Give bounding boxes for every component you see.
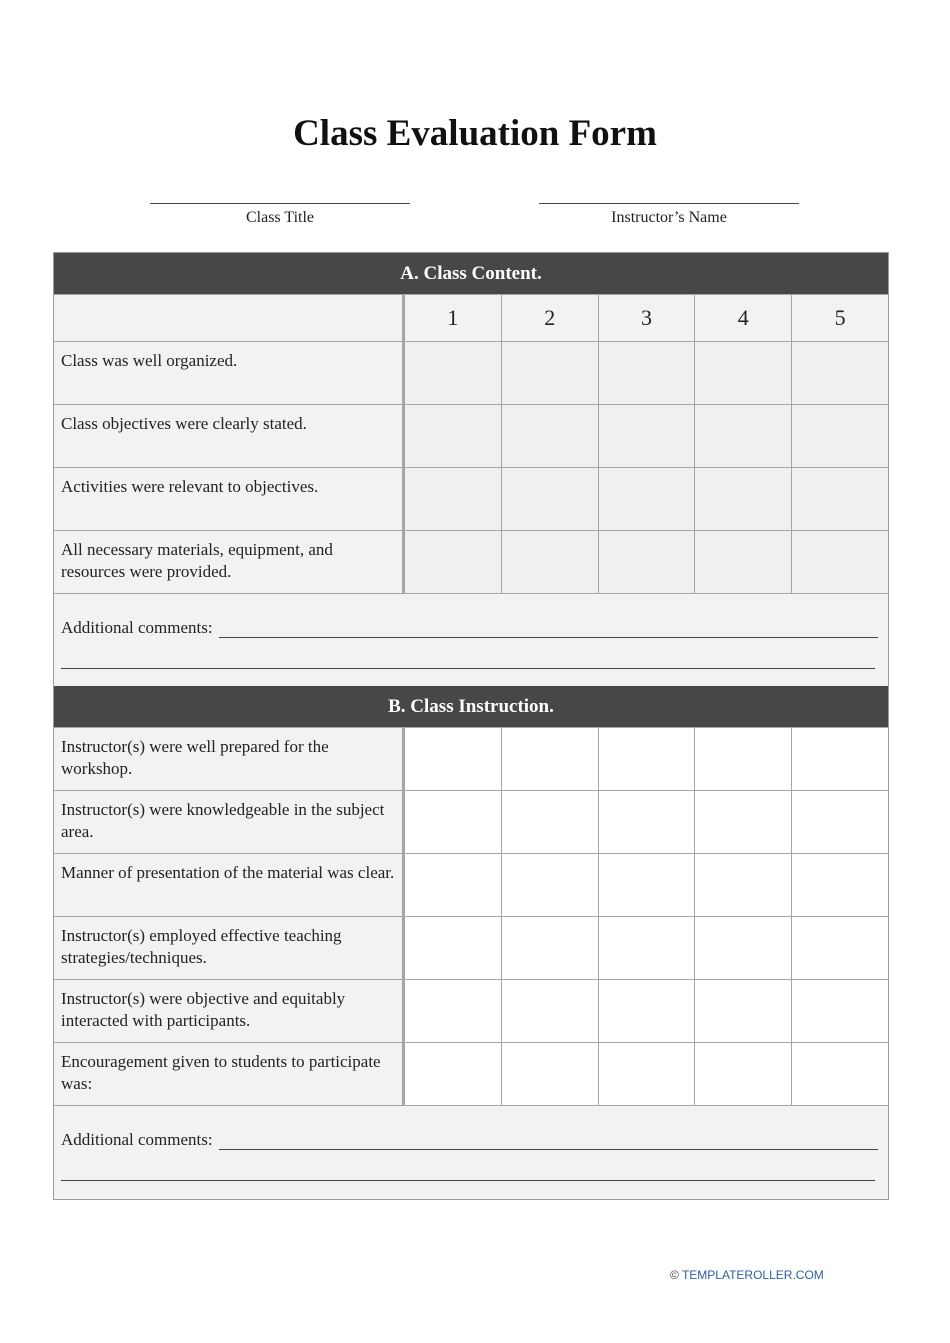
rating-1-cell[interactable] xyxy=(404,980,501,1042)
rating-1-cell[interactable] xyxy=(404,531,501,593)
rating-4-cell[interactable] xyxy=(694,1043,791,1105)
rating-5-cell[interactable] xyxy=(791,854,888,916)
section-a-comments-label: Additional comments: xyxy=(61,618,213,637)
question-label: Activities were relevant to objectives. xyxy=(54,468,404,530)
rating-5-header: 5 xyxy=(791,295,888,341)
instructor-name-label: Instructor’s Name xyxy=(611,209,727,226)
rating-2-cell[interactable] xyxy=(501,468,598,530)
rating-1-cell[interactable] xyxy=(404,405,501,467)
rating-2-cell[interactable] xyxy=(501,917,598,979)
instructor-name-field[interactable] xyxy=(539,180,799,227)
rating-3-cell[interactable] xyxy=(598,1043,695,1105)
section-b-comments-label: Additional comments: xyxy=(61,1130,213,1149)
rating-5-cell[interactable] xyxy=(791,728,888,790)
rating-2-header: 2 xyxy=(501,295,598,341)
question-row xyxy=(54,727,888,790)
rating-3-cell[interactable] xyxy=(598,342,695,404)
rating-4-cell[interactable] xyxy=(694,531,791,593)
rating-3-cell[interactable] xyxy=(598,728,695,790)
rating-4-cell[interactable] xyxy=(694,468,791,530)
rating-scale-blank xyxy=(54,295,404,341)
class-title-line[interactable] xyxy=(150,180,410,204)
question-row xyxy=(54,404,888,467)
footer-site-link[interactable]: TEMPLATEROLLER.COM xyxy=(681,1268,824,1282)
section-b-comments[interactable] xyxy=(54,1105,888,1199)
question-row xyxy=(54,916,888,979)
rating-2-cell[interactable] xyxy=(501,854,598,916)
question-row xyxy=(54,530,888,593)
question-label: Class objectives were clearly stated. xyxy=(54,405,404,467)
rating-3-cell[interactable] xyxy=(598,917,695,979)
section-a-comments-line-2[interactable] xyxy=(61,668,875,669)
section-b-heading: B. Class Instruction. xyxy=(54,686,888,727)
section-b-comments-line-1[interactable] xyxy=(219,1131,878,1150)
rating-2-cell[interactable] xyxy=(501,728,598,790)
rating-4-header: 4 xyxy=(694,295,791,341)
rating-1-cell[interactable] xyxy=(404,468,501,530)
rating-4-cell[interactable] xyxy=(694,980,791,1042)
rating-3-cell[interactable] xyxy=(598,405,695,467)
question-label: Instructor(s) were knowledgeable in the subject area. xyxy=(54,791,404,853)
footer-credit[interactable] xyxy=(670,1268,824,1282)
question-label: Instructor(s) were well prepared for the workshop. xyxy=(54,728,404,790)
rating-5-cell[interactable] xyxy=(791,917,888,979)
rating-scale-row xyxy=(54,294,888,341)
rating-1-cell[interactable] xyxy=(404,1043,501,1105)
question-label: All necessary materials, equipment, and resources were provided. xyxy=(54,531,404,593)
question-label: Encouragement given to students to participate was: xyxy=(54,1043,404,1105)
section-a-comments[interactable] xyxy=(54,593,888,686)
rating-3-header: 3 xyxy=(598,295,695,341)
page-title: Class Evaluation Form xyxy=(293,113,657,154)
question-row xyxy=(54,853,888,916)
rating-1-cell[interactable] xyxy=(404,728,501,790)
question-label: Instructor(s) employed effective teaching strategies/techniques. xyxy=(54,917,404,979)
rating-3-cell[interactable] xyxy=(598,468,695,530)
rating-2-cell[interactable] xyxy=(501,791,598,853)
rating-4-cell[interactable] xyxy=(694,854,791,916)
class-title-label: Class Title xyxy=(245,209,315,226)
rating-4-cell[interactable] xyxy=(694,342,791,404)
rating-5-cell[interactable] xyxy=(791,468,888,530)
evaluation-table xyxy=(53,252,889,1200)
section-a-comments-line-1[interactable] xyxy=(219,619,878,638)
question-row xyxy=(54,790,888,853)
rating-4-cell[interactable] xyxy=(694,728,791,790)
rating-1-header: 1 xyxy=(404,295,501,341)
instructor-name-line[interactable] xyxy=(539,180,799,204)
rating-5-cell[interactable] xyxy=(791,531,888,593)
rating-1-cell[interactable] xyxy=(404,342,501,404)
question-row xyxy=(54,979,888,1042)
section-b-comments-line-2[interactable] xyxy=(61,1180,875,1181)
rating-2-cell[interactable] xyxy=(501,405,598,467)
class-title-field[interactable] xyxy=(150,180,410,227)
rating-5-cell[interactable] xyxy=(791,342,888,404)
question-row xyxy=(54,341,888,404)
rating-2-cell[interactable] xyxy=(501,531,598,593)
rating-4-cell[interactable] xyxy=(694,405,791,467)
rating-2-cell[interactable] xyxy=(501,1043,598,1105)
question-label: Class was well organized. xyxy=(54,342,404,404)
rating-3-cell[interactable] xyxy=(598,791,695,853)
rating-5-cell[interactable] xyxy=(791,1043,888,1105)
rating-4-cell[interactable] xyxy=(694,791,791,853)
question-label: Instructor(s) were objective and equitably interacted with participants. xyxy=(54,980,404,1042)
question-row xyxy=(54,1042,888,1105)
rating-3-cell[interactable] xyxy=(598,531,695,593)
rating-1-cell[interactable] xyxy=(404,917,501,979)
rating-2-cell[interactable] xyxy=(501,980,598,1042)
rating-5-cell[interactable] xyxy=(791,980,888,1042)
rating-1-cell[interactable] xyxy=(404,791,501,853)
rating-1-cell[interactable] xyxy=(404,854,501,916)
rating-3-cell[interactable] xyxy=(598,980,695,1042)
copyright-symbol: © xyxy=(670,1268,679,1282)
section-a-heading: A. Class Content. xyxy=(54,253,888,294)
rating-2-cell[interactable] xyxy=(501,342,598,404)
question-row xyxy=(54,467,888,530)
question-label: Manner of presentation of the material was clear. xyxy=(54,854,404,916)
rating-4-cell[interactable] xyxy=(694,917,791,979)
rating-5-cell[interactable] xyxy=(791,405,888,467)
rating-3-cell[interactable] xyxy=(598,854,695,916)
rating-5-cell[interactable] xyxy=(791,791,888,853)
